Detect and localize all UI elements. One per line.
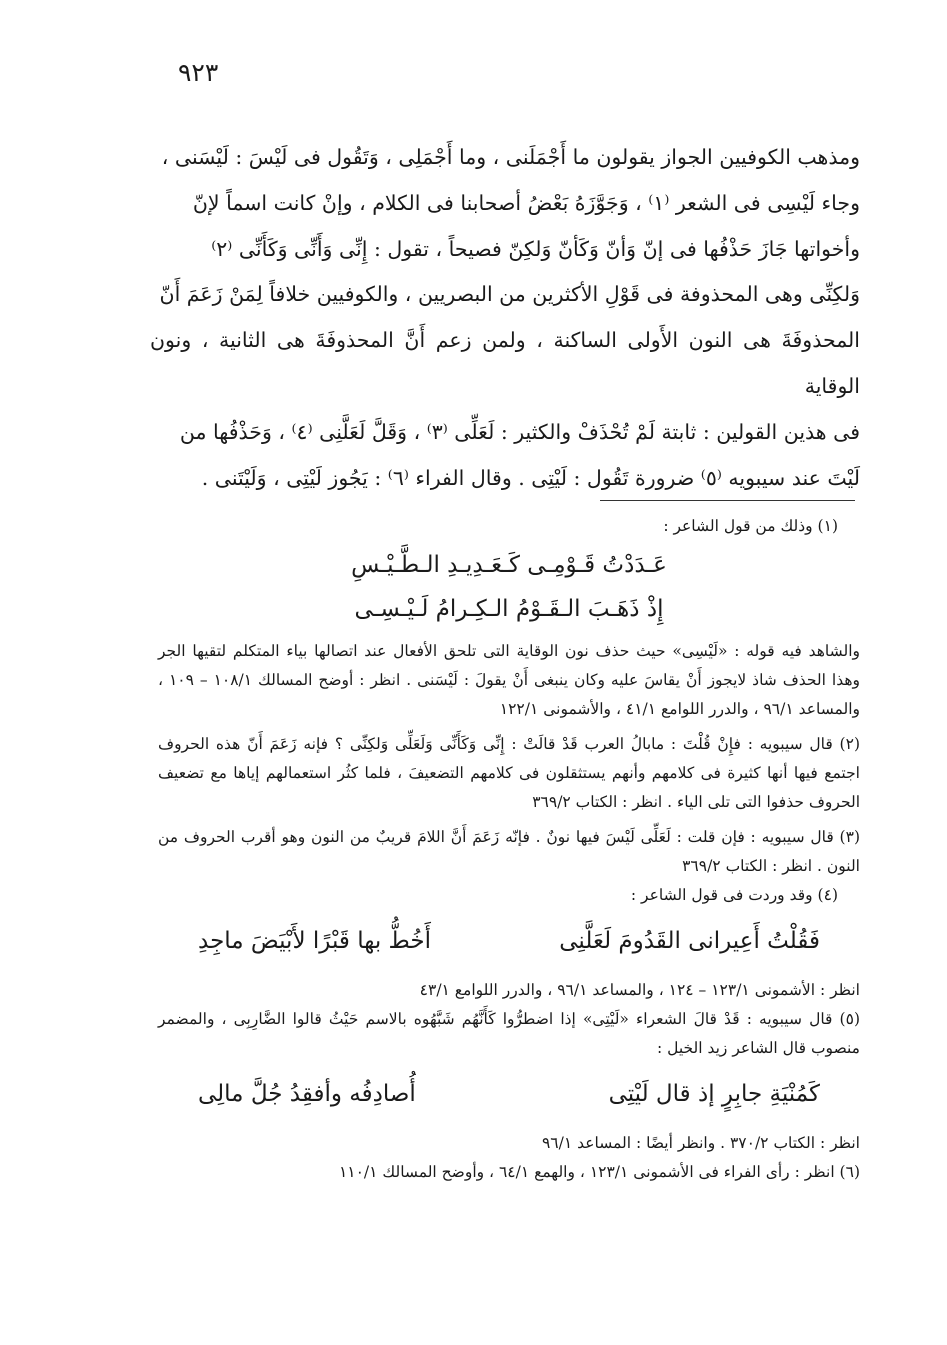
footnote-4-verse bbox=[198, 916, 820, 966]
main-text-line: وجاء لَيْسِى فى الشعر ⁽١⁾ ، وَجَوَّزَهُ بَعْضُ أصحابنا فى الكلام ، وإنْ كانت اسماً لإنّ bbox=[192, 190, 860, 215]
hemistich-left: أَخُطُّ بها قَبْرًا لأَبْيَضَ ماجِدِ bbox=[198, 928, 431, 954]
footnote-4-refs: انظر : الأشمونى ١٢٣/١ – ١٢٤ ، والمساعد ٩٦/١ ، والدرر اللوامع ٤٣/١ bbox=[419, 981, 860, 999]
footnotes bbox=[158, 512, 860, 1187]
main-text-line: المحذوفَةَ هى النون الأَولى الساكنة ، ولمن زعم أَنَّ المحذوفَةَ هى الثانية ، ونون الوقاية bbox=[150, 328, 860, 398]
footnote-separator bbox=[600, 500, 855, 501]
footnote-5: (٥) قال سيبويه : قَدْ قالَ الشعراء «لَيْتِى» إذا اضطرُّوا كَأَنَّهُم شَبَّهُوه بالاسم حَيْثُ قالوا الضَّارِبِى ، والمضمر منصوب قال الشاعر زيد الخيل : bbox=[158, 1010, 860, 1057]
main-text-line: لَيْتَ عند سيبويه ⁽٥⁾ ضرورة تَقُول : لَيْتِى . وقال الفراء ⁽٦⁾ : يَجُوز لَيْتِى ، وَلَيْتَنى . bbox=[201, 465, 860, 490]
footnote-1-intro: (١) وذلك من قول الشاعر : bbox=[663, 517, 838, 535]
footnote-1-verse bbox=[158, 543, 860, 631]
main-text-line: ومذهب الكوفيين الجواز يقولون ما أَجْمَلَنى ، وما أَجْمَلِى ، وَتَقُول فى لَيْسَ : لَيْسَنى ، bbox=[161, 145, 860, 169]
hemistich-left: أُصادِفُه وأفقِدُ جُلَّ مالِى bbox=[198, 1081, 416, 1107]
verse-line-1: عَـدَدْتُ قَـوْمِـى كَـعَـدِيـدِ الـطَّـيْـسِ bbox=[351, 552, 667, 578]
page-number: ٩٢٣ bbox=[178, 58, 219, 87]
footnote-4-intro: (٤) وقد وردت فى قول الشاعر : bbox=[630, 886, 838, 904]
footnote-3: (٣) قال سيبويه : فإن قلت : لَعَلِّى لَيْسَ فيها نونٌ . فإنّه زَعَمَ أَنَّ اللامَ قريبٌ من النون وهو أقرب الحروف من النون . انظر : الكتاب ٣٦٩/٢ bbox=[158, 828, 860, 875]
footnote-5-refs: انظر : الكتاب ٣٧٠/٢ . وانظر أيضًا : المساعد ٩٦/١ bbox=[541, 1134, 860, 1152]
hemistich-right: فَقُلْتُ أَعِيرانى القَدُومَ لَعَلَّنِى bbox=[559, 928, 820, 954]
main-text bbox=[150, 135, 860, 501]
footnote-2: (٢) قال سيبويه : فإِنْ قُلْتَ : مابالُ العرب قَدْ قالَتْ : إِنِّى وَكَأَنِّى وَلَعَلِّى وَلكِنِّى ؟ فإنه زَعَمَ أَنّ هذه الحروف اجتمع فيها أنها كثيرة فى كلامهم وأنهم يستثقلون فى كلامهم التضعيفَ ، فلما كثُر استعمالهم إياها مع تضعيف الحروف حذفوا التى تلى الياء . انظر : الكتاب ٣٦٩/٢ bbox=[158, 735, 860, 811]
hemistich-right: كَمُنْيَةِ جابِرٍ إذ قال لَيْتِى bbox=[608, 1081, 820, 1107]
verse-line-2: إِذْ ذَهَـبَ الـقَـوْمُ الـكِـرامُ لَـيْـسِـى bbox=[354, 596, 664, 622]
main-text-line: وَلكِنِّى وهى المحذوفة فى قَوْلِ الأكثرين من البصريين ، والكوفيين خلافاً لِمَنْ زَعَمَ أَنّ bbox=[159, 282, 860, 307]
main-text-line: فى هذين القولين : ثابتة لَمْ تُحْذَفْ والكثير : لَعَلِّى ⁽٣⁾ ، وَقَلَّ لَعَلَّنِى ⁽٤⁾ ، وَحَذْفُها من bbox=[179, 419, 860, 444]
footnote-5-verse bbox=[198, 1069, 820, 1119]
footnote-1-commentary: والشاهد فيه قوله : «لَيْسِى» حيث حذف نون الوقاية التى تلحق الأفعال عند اتصالها بياء المتكلم لتقيها الجر وهذا الحذف شاذ لايجوز أَنْ يقاسَ عليه وكان ينبغى أَنْ يقولَ : لَيْسَنى . انظر : أوضح المسالك ١٠٨/١ – ١٠٩ ، والمساعد ٩٦/١ ، والدرر اللوامع ٤١/١ ، والأشمونى ١٢٢/١ bbox=[158, 642, 860, 718]
footnote-6: (٦) انظر : رأى الفراء فى الأشمونى ١٢٣/١ ، والهمع ٦٤/١ ، وأوضح المسالك ١١٠/١ bbox=[338, 1163, 860, 1181]
main-text-line: وأخواتها جَازَ حَذْفُها فى إنّ وَأنّ وَكَأنّ وَلكِنّ فصيحاً ، تقول : إِنِّى وَأَنِّى وَكَأَنِّى ⁽٢⁾ bbox=[211, 236, 860, 261]
